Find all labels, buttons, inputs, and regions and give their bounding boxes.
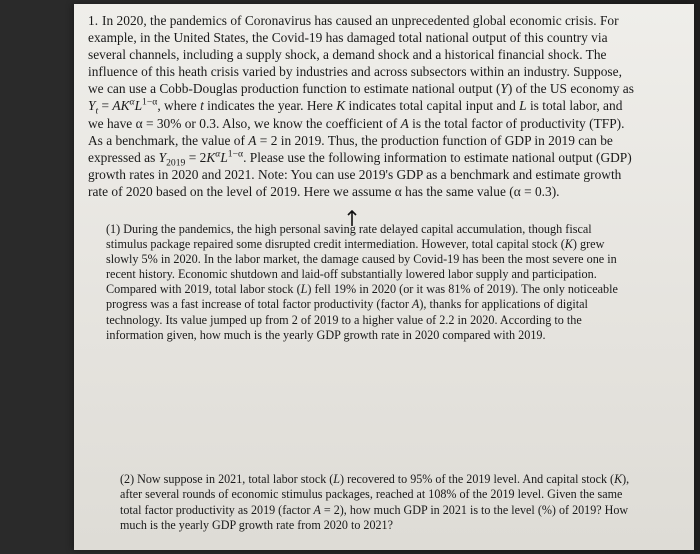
intro-text: , where <box>157 98 201 114</box>
part-1-text: ) grew slowly 5% in 2020. In the labor market, the damage caused by Covid-19 has been the most severe one in recent history. Economic shutdown and laid-off substantially lowered labor supply and participation. Compared with 2019, total labor stock ( <box>106 237 617 297</box>
formula-subscript: t <box>95 106 99 118</box>
part-1-variable: L <box>300 282 308 297</box>
intro-variable: K <box>336 98 346 114</box>
formula-superscript: 1−α <box>227 148 244 160</box>
part-1-text: ), thanks for applications of digital technology. Its value jumped up from 2 of 2019 to a higher value of 2.2 in 2020. According to the information given, how much is the yearly GDP growth rate in 2020 compared with 2019. <box>106 297 588 342</box>
formula-superscript: α <box>215 148 221 160</box>
formula-subscript: 2019 <box>166 157 186 169</box>
formula-symbol: AK <box>112 98 130 114</box>
part-1-variable: A <box>411 297 420 312</box>
formula-symbol: = 2 <box>185 149 207 165</box>
intro-text: indicates total capital input and <box>345 98 520 114</box>
part-2-text: = 2), how much GDP in 2021 is to the level (%) of 2019? How much is the yearly GDP growth rate from 2020 to 2021? <box>120 502 629 533</box>
part-2-text: ), after several rounds of economic stimulus packages, reached at 108% of the 2019 level. Given the same total factor productivity as 2019 (factor <box>120 472 630 517</box>
part-2-text: ) recovered to 95% of the 2019 level. And capital stock ( <box>340 472 615 486</box>
formula-symbol: Y <box>88 98 96 114</box>
part-1-variable: K <box>564 237 573 252</box>
formula-superscript: α <box>129 97 135 108</box>
part-1-question <box>106 222 626 343</box>
intro-text: ) of the US economy as <box>507 81 634 97</box>
intro-text: . Please use the following information to estimate national output (GDP) growth rates in 2020 and 2021. Note: You can use 2019's GDP as a benchmark and estimate growth rate of 2020 based on the level of 2019. Here we assume α has the same value (α = 0.3). <box>88 149 632 199</box>
intro-text: Y <box>500 81 508 97</box>
formula-symbol: K <box>206 149 216 165</box>
part-2-variable: K <box>614 472 623 486</box>
question-intro <box>88 12 638 200</box>
intro-variable: t <box>200 98 204 114</box>
formula-symbol: L <box>220 149 228 165</box>
question-number: 1. <box>88 13 99 28</box>
part-2-variable: A <box>313 502 321 517</box>
formula-superscript: 1−α <box>142 97 158 108</box>
intro-variable: L <box>519 98 527 114</box>
intro-variable: A <box>248 132 257 148</box>
intro-text: In 2020, the pandemics of Coronavirus has caused an unprecedented global economic crisis. For example, in the United States, the Covid-19 has damaged total national output of this country via several channels, including a supply shock, a demand shock and a historical financial shock. The influence of this heath crisis varied by industries and across subsectors within an industry. Suppose, we can use a Cobb-Douglas production function to estimate national output ( <box>88 13 622 97</box>
intro-text: is the total factor of productivity (TFP). As a benchmark, the value of <box>88 115 625 148</box>
intro-text: = 2 in 2019. Thus, the production function of GDP in 2019 can be expressed as <box>88 132 613 165</box>
part-2-question <box>120 472 632 534</box>
part-1-text: ) fell 19% in 2020 (or it was 81% of 2019). The only noticeable progress was a fast increase of total factor productivity (factor <box>106 282 618 312</box>
part-2-text: (2) Now suppose in 2021, total labor stock ( <box>120 472 334 486</box>
intro-text: is total labor, and we have α = 30% or 0.3. Also, we know the coefficient of <box>88 98 623 131</box>
intro-variable: A <box>400 115 409 131</box>
formula-symbol: = <box>98 98 113 114</box>
part-1-text: (1) During the pandemics, the high personal saving rate delayed capital accumulation, though fiscal stimulus package repaired some disrupted credit intermediation. However, total capital stock ( <box>106 222 592 252</box>
part-2-variable: L <box>333 472 341 486</box>
intro-text: indicates the year. Here <box>203 98 337 114</box>
formula-symbol: L <box>134 98 143 114</box>
formula-symbol: Y <box>158 149 167 165</box>
question-sheet <box>74 4 694 550</box>
